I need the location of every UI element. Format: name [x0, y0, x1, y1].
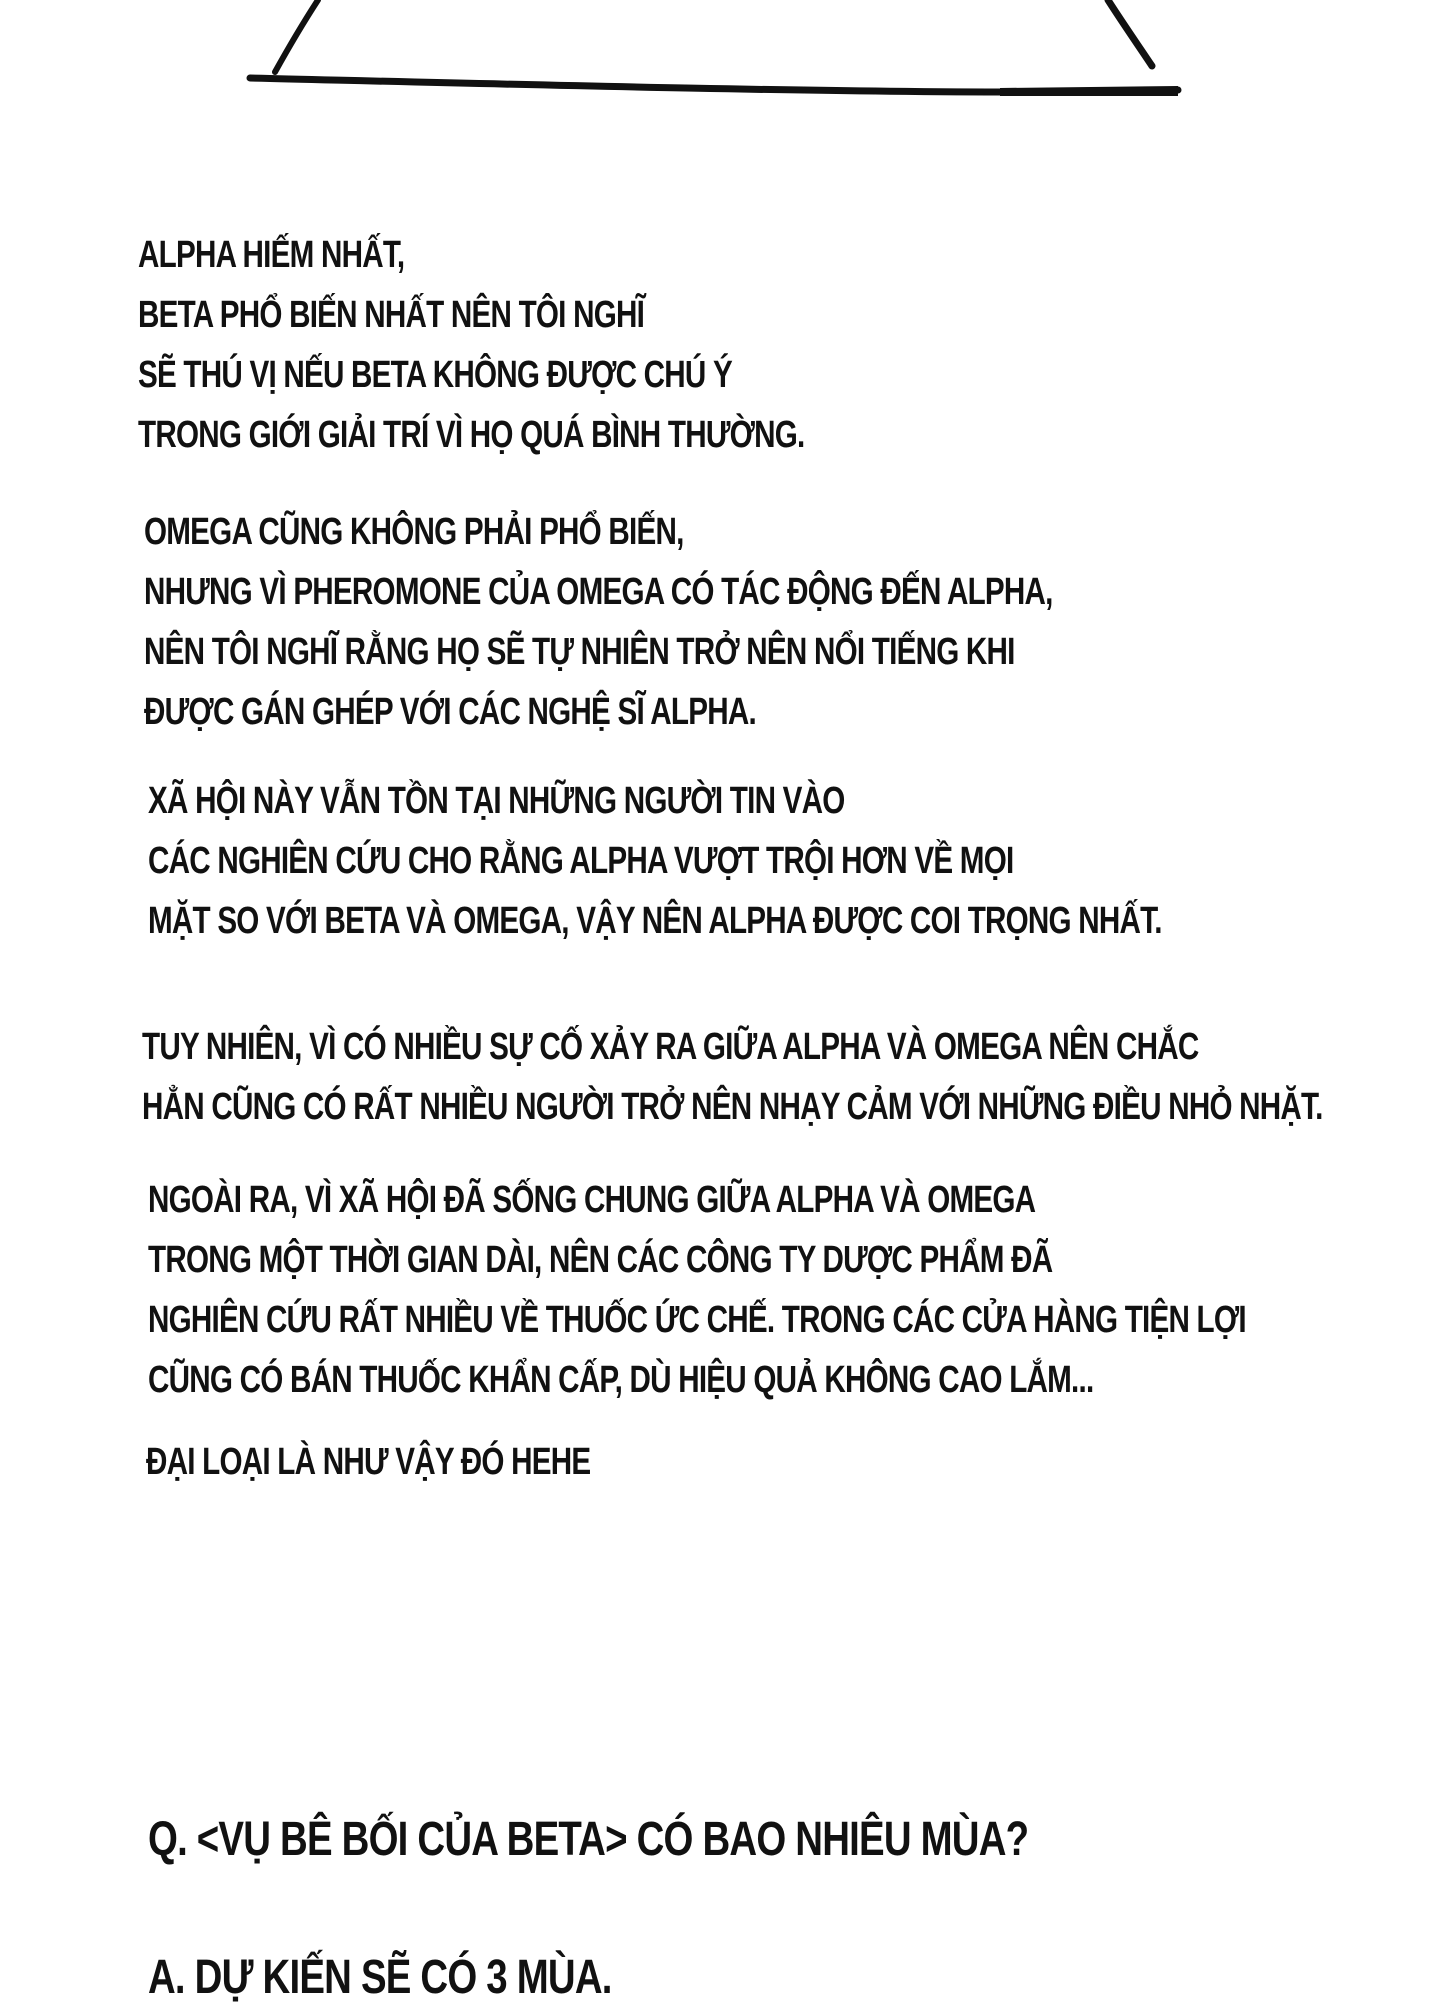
paragraph-line: NÊN TÔI NGHĨ RẰNG HỌ SẼ TỰ NHIÊN TRỞ NÊN NỔI TIẾNG KHI	[144, 631, 1015, 673]
paragraph-line: NGOÀI RA, VÌ XÃ HỘI ĐÃ SỐNG CHUNG GIỮA ALPHA VÀ OMEGA	[148, 1179, 1036, 1221]
brush-frame-illustration	[0, 0, 1440, 120]
paragraph-line: BETA PHỔ BIẾN NHẤT NÊN TÔI NGHĨ	[138, 294, 645, 336]
paragraph-line: MẶT SO VỚI BETA VÀ OMEGA, VẬY NÊN ALPHA ĐƯỢC COI TRỌNG NHẤT.	[148, 900, 1162, 942]
paragraph-1	[138, 225, 804, 465]
qa-answer: A. DỰ KIẾN SẼ CÓ 3 MÙA.	[148, 1951, 612, 2004]
paragraph-line: TUY NHIÊN, VÌ CÓ NHIỀU SỰ CỐ XẢY RA GIỮA ALPHA VÀ OMEGA NÊN CHẮC	[142, 1026, 1199, 1068]
paragraph-line: TRONG MỘT THỜI GIAN DÀI, NÊN CÁC CÔNG TY DƯỢC PHẨM ĐÃ	[148, 1239, 1053, 1281]
paragraph-line: CŨNG CÓ BÁN THUỐC KHẨN CẤP, DÙ HIỆU QUẢ KHÔNG CAO LẮM...	[148, 1359, 1094, 1401]
qa-question: Q. <VỤ BÊ BỐI CỦA BETA> CÓ BAO NHIÊU MÙA?	[148, 1813, 1029, 1866]
paragraph-4	[142, 1017, 1323, 1137]
paragraph-line: OMEGA CŨNG KHÔNG PHẢI PHỔ BIẾN,	[144, 511, 684, 553]
paragraph-line: XÃ HỘI NÀY VẪN TỒN TẠI NHỮNG NGƯỜI TIN VÀO	[148, 780, 845, 822]
frame-right-stroke	[1108, 0, 1152, 66]
paragraph-2	[144, 502, 1053, 742]
frame-left-stroke	[275, 0, 318, 72]
paragraph-line: ALPHA HIẾM NHẤT,	[138, 234, 405, 276]
paragraph-line: SẼ THÚ VỊ NẾU BETA KHÔNG ĐƯỢC CHÚ Ý	[138, 354, 733, 396]
paragraph-line: NGHIÊN CỨU RẤT NHIỀU VỀ THUỐC ỨC CHẾ. TRONG CÁC CỬA HÀNG TIỆN LỢI	[148, 1299, 1246, 1341]
paragraph-line: HẲN CŨNG CÓ RẤT NHIỀU NGƯỜI TRỞ NÊN NHẠY CẢM VỚI NHỮNG ĐIỀU NHỎ NHẶT.	[142, 1086, 1323, 1128]
paragraph-line: CÁC NGHIÊN CỨU CHO RẰNG ALPHA VƯỢT TRỘI HƠN VỀ MỌI	[148, 840, 1014, 882]
paragraph-3	[148, 771, 1162, 951]
paragraph-line: ĐƯỢC GÁN GHÉP VỚI CÁC NGHỆ SĨ ALPHA.	[144, 691, 756, 733]
paragraph-line: TRONG GIỚI GIẢI TRÍ VÌ HỌ QUÁ BÌNH THƯỜNG.	[138, 414, 805, 456]
paragraph-6	[146, 1432, 590, 1492]
paragraph-line: NHƯNG VÌ PHEROMONE CỦA OMEGA CÓ TÁC ĐỘNG ĐẾN ALPHA,	[144, 571, 1053, 613]
paragraph-line: ĐẠI LOẠI LÀ NHƯ VẬY ĐÓ HEHE	[146, 1441, 591, 1483]
paragraph-5	[148, 1170, 1246, 1410]
